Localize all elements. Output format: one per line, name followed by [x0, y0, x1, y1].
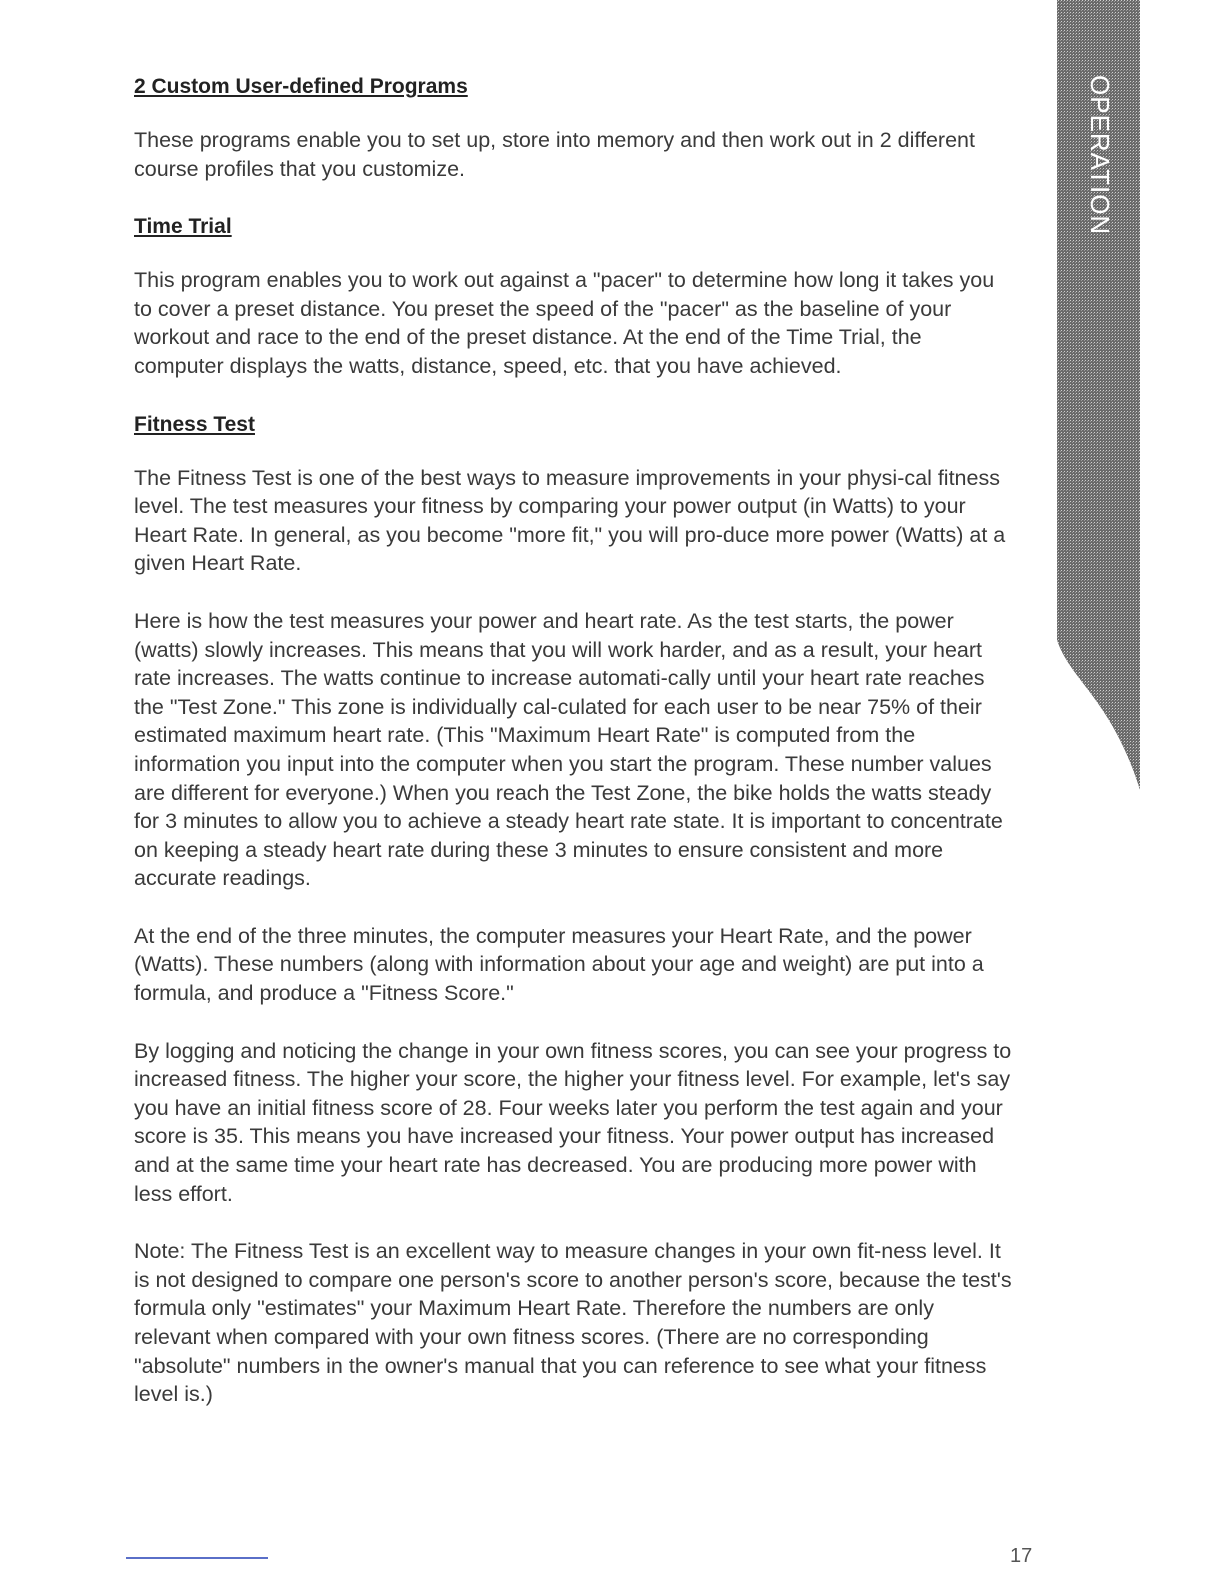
- paragraph: These programs enable you to set up, store into memory and then work out in 2 different course profiles that you customize.: [134, 128, 975, 181]
- paragraph: Here is how the test measures your power and heart rate. As the test starts, the power (watts) slowly increases. This means that you will work harder, and as a result, your heart rate increases. The watts continue to increase automati-cally until your heart rate reaches the "Test Zone." This zone is individually cal-culated for each user to be near 75% of their estimated maximum heart rate. (This "Maximum Heart Rate" is computed from the information you input into the computer when you start the program. These number values are different for everyone.) When you reach the Test Zone, the bike holds the watts steady for 3 minutes to allow you to achieve a steady heart rate state. It is important to concentrate on keeping a steady heart rate during these 3 minutes to ensure consistent and more accurate readings.: [134, 608, 1003, 891]
- heading-custom-programs: 2 Custom User-defined Programs: [134, 75, 468, 98]
- paragraph: This program enables you to work out against a "pacer" to determine how long it takes you to cover a preset distance. You preset the speed of the "pacer" as the baseline of your workout and race to the end of the preset distance. At the end of the Time Trial, the computer displays the watts, distance, speed, etc. that you have achieved.: [134, 268, 995, 378]
- heading-fitness-test: Fitness Test: [134, 412, 255, 436]
- paragraph: The Fitness Test is one of the best ways to measure improvements in your physi-cal fitness level. The test measures your fitness by comparing your power output (in Watts) to your Heart Rate. In general, as you become "more fit," you will pro-duce more power (Watts) at a given Heart Rate.: [134, 465, 1006, 576]
- bottom-rule: [126, 1557, 268, 1559]
- heading-time-trial: Time Trial: [134, 215, 232, 239]
- paragraph: Note: The Fitness Test is an excellent way to measure changes in your own fit-ness level. It is not designed to compare one person's score to another person's score, because the test's formula only "estimates" your Maximum Heart Rate. Therefore the numbers are only relevant when compared with your own fitness scores. (There are no corresponding "absolute" numbers in the owner's manual that you can reference to see what your fitness level is.): [134, 1239, 1012, 1407]
- paragraph: At the end of the three minutes, the computer measures your Heart Rate, and the power (Watts). These numbers (along with information about your age and weight) are put into a formula, and produce a "Fitness Score.": [134, 923, 984, 1006]
- document-body: [134, 72, 1014, 1436]
- paragraph: By logging and noticing the change in your own fitness scores, you can see your progress to increased fitness. The higher your score, the higher your fitness level. For example, let's say you have an initial fitness score of 28. Four weeks later you perform the test again and your score is 35. This means you have increased your fitness. Your power output has increased and at the same time your heart rate has decreased. You are producing more power with less effort.: [134, 1038, 1012, 1206]
- side-tab-label: OPERATION: [1085, 75, 1115, 236]
- page-number: 17: [1010, 1545, 1033, 1567]
